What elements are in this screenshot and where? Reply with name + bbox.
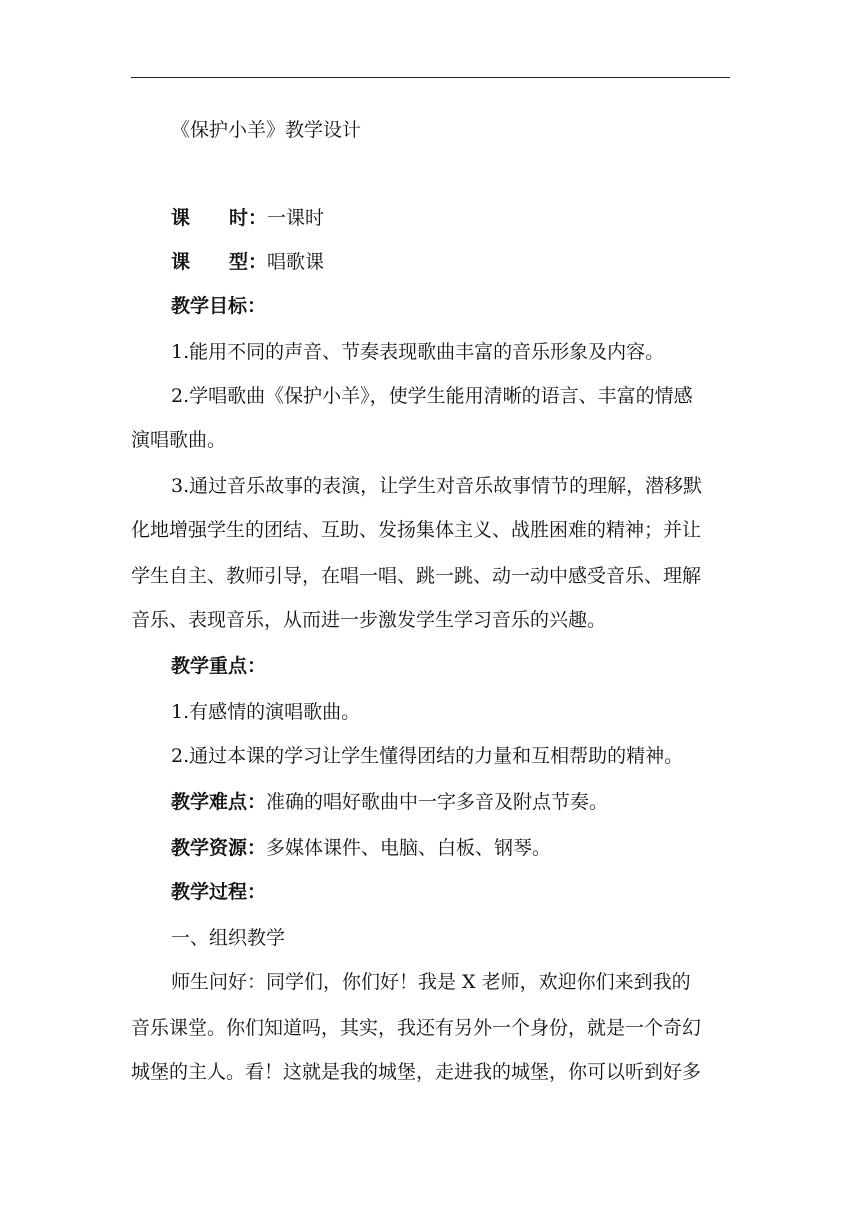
class-hours-value: 一课时 bbox=[267, 207, 325, 229]
class-hours-label-1: 课 bbox=[171, 207, 191, 229]
class-hours-row bbox=[171, 202, 324, 234]
resources-label: 教学资源： bbox=[171, 837, 267, 859]
paragraph-1-line-1: 师生问好：同学们，你们好！我是 X 老师，欢迎你们来到我的 bbox=[171, 971, 691, 993]
doc-title: 《保护小羊》教学设计 bbox=[171, 119, 362, 141]
class-type-label-2: 型： bbox=[229, 251, 268, 273]
difficulty-label: 教学难点： bbox=[171, 791, 267, 813]
difficulty-value: 准确的唱好歌曲中一字多音及附点节奏。 bbox=[266, 791, 609, 813]
class-type-label-1: 课 bbox=[171, 251, 191, 273]
section-1-heading: 一、组织教学 bbox=[171, 927, 286, 949]
resources-row bbox=[171, 832, 551, 864]
resources-value: 多媒体课件、电脑、白板、钢琴。 bbox=[266, 837, 552, 859]
goal-2-line-2: 演唱歌曲。 bbox=[131, 429, 227, 451]
class-hours-label-2: 时： bbox=[229, 207, 268, 229]
goal-3-line-4: 音乐、表现音乐，从而进一步激发学生学习音乐的兴趣。 bbox=[131, 609, 607, 631]
class-type-value: 唱歌课 bbox=[267, 251, 325, 273]
goal-2-line-1: 2.学唱歌曲《保护小羊》，使学生能用清晰的语言、丰富的情感 bbox=[171, 385, 693, 407]
key-point-1: 1.有感情的演唱歌曲。 bbox=[171, 701, 361, 723]
goal-3-line-2: 化地增强学生的团结、互助、发扬集体主义、战胜困难的精神；并让 bbox=[131, 519, 702, 541]
paragraph-1-line-3: 城堡的主人。看！这就是我的城堡，走进我的城堡，你可以听到好多 bbox=[131, 1061, 702, 1083]
key-points-heading: 教学重点： bbox=[171, 655, 267, 677]
goal-3-line-1: 3.通过音乐故事的表演，让学生对音乐故事情节的理解，潜移默 bbox=[171, 475, 703, 497]
goal-3-line-3: 学生自主、教师引导，在唱一唱、跳一跳、动一动中感受音乐、理解 bbox=[131, 565, 702, 587]
goals-heading: 教学目标： bbox=[171, 295, 267, 317]
key-point-2: 2.通过本课的学习让学生懂得团结的力量和互相帮助的精神。 bbox=[171, 745, 684, 767]
class-type-row bbox=[171, 246, 324, 278]
process-heading: 教学过程： bbox=[171, 881, 267, 903]
header-rule bbox=[131, 77, 730, 78]
difficulty-row bbox=[171, 786, 608, 818]
goal-1: 1.能用不同的声音、节奏表现歌曲丰富的音乐形象及内容。 bbox=[171, 341, 665, 363]
paragraph-1-line-2: 音乐课堂。你们知道吗，其实，我还有另外一个身份，就是一个奇幻 bbox=[131, 1017, 702, 1039]
